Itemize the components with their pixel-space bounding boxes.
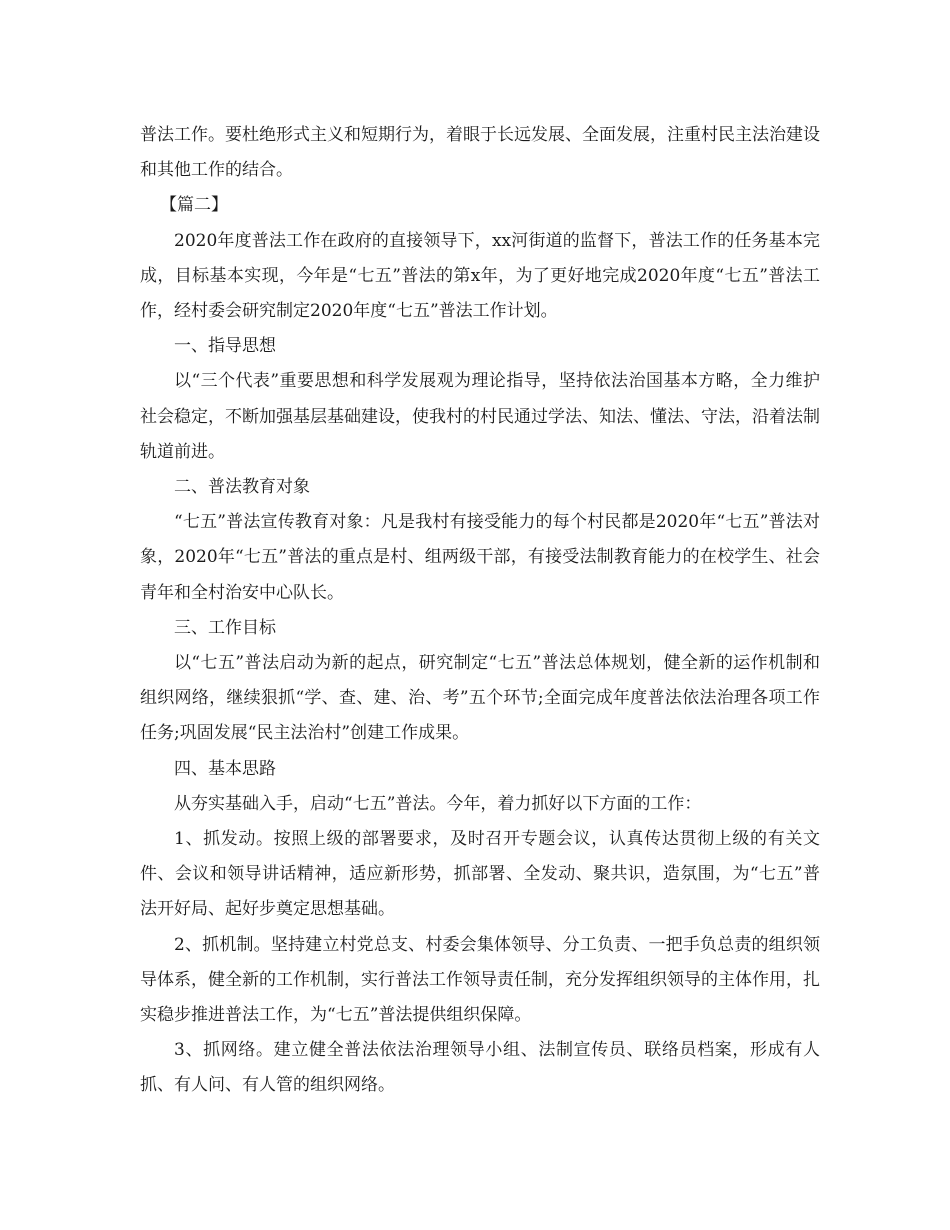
paragraph-guiding-ideology: 以“三个代表”重要思想和科学发展观为理论指导，坚持依法治国基本方略，全力维护社会稳定，不断加强基层基础建设，使我村的村民通过学法、知法、懂法、守法，沿着法制轨道前进。 [140, 371, 820, 462]
heading-work-goals: 三、工作目标 [174, 617, 276, 638]
paragraph-education-targets: “七五”普法宣传教育对象：凡是我村有接受能力的每个村民都是2020年“七五”普法对象，2020年“七五”普法的重点是村、组两级干部，有接受法制教育能力的在校学生、社会青年和全村治安中心队长。 [140, 512, 820, 603]
paragraph-intro: 2020年度普法工作在政府的直接领导下，xx河街道的监督下，普法工作的任务基本完成，目标基本实现，今年是“七五”普法的第x年，为了更好地完成2020年度“七五”普法工作，经村委会研究制定2020年度“七五”普法工作计划。 [140, 230, 820, 322]
section-tag-part-two: 【篇二】 [160, 195, 228, 216]
list-item-network: 3、抓网络。建立健全普法依法治理领导小组、法制宣传员、联络员档案，形成有人抓、有人问、有人管的组织网络。 [140, 1040, 820, 1096]
document-body [140, 118, 820, 1104]
paragraph-work-goals: 以“七五”普法启动为新的起点，研究制定“七五”普法总体规划，健全新的运作机制和组织网络，继续狠抓“学、查、建、治、考”五个环节;全面完成年度普法依法治理各项工作任务;巩固发展“民主法治村”创建工作成果。 [140, 653, 820, 744]
heading-basic-approach: 四、基本思路 [174, 758, 276, 779]
paragraph-basic-approach: 从夯实基础入手，启动“七五”普法。今年，着力抓好以下方面的工作： [174, 793, 702, 814]
heading-education-targets: 二、普法教育对象 [174, 477, 310, 498]
list-item-mechanism: 2、抓机制。坚持建立村党总支、村委会集体领导、分工负责、一把手负总责的组织领导体系，健全新的工作机制，实行普法工作领导责任制，充分发挥组织领导的主体作用，扎实稳步推进普法工作，为“七五”普法提供组织保障。 [140, 934, 820, 1026]
paragraph-continuation: 普法工作。要杜绝形式主义和短期行为，着眼于长远发展、全面发展，注重村民主法治建设和其他工作的结合。 [140, 125, 820, 181]
list-item-mobilization: 1、抓发动。按照上级的部署要求，及时召开专题会议，认真传达贯彻上级的有关文件、会议和领导讲话精神，适应新形势，抓部署、全发动、聚共识，造氛围，为“七五”普法开好局、起好步奠定思想基础。 [140, 829, 820, 920]
heading-guiding-ideology: 一、指导思想 [174, 336, 276, 357]
